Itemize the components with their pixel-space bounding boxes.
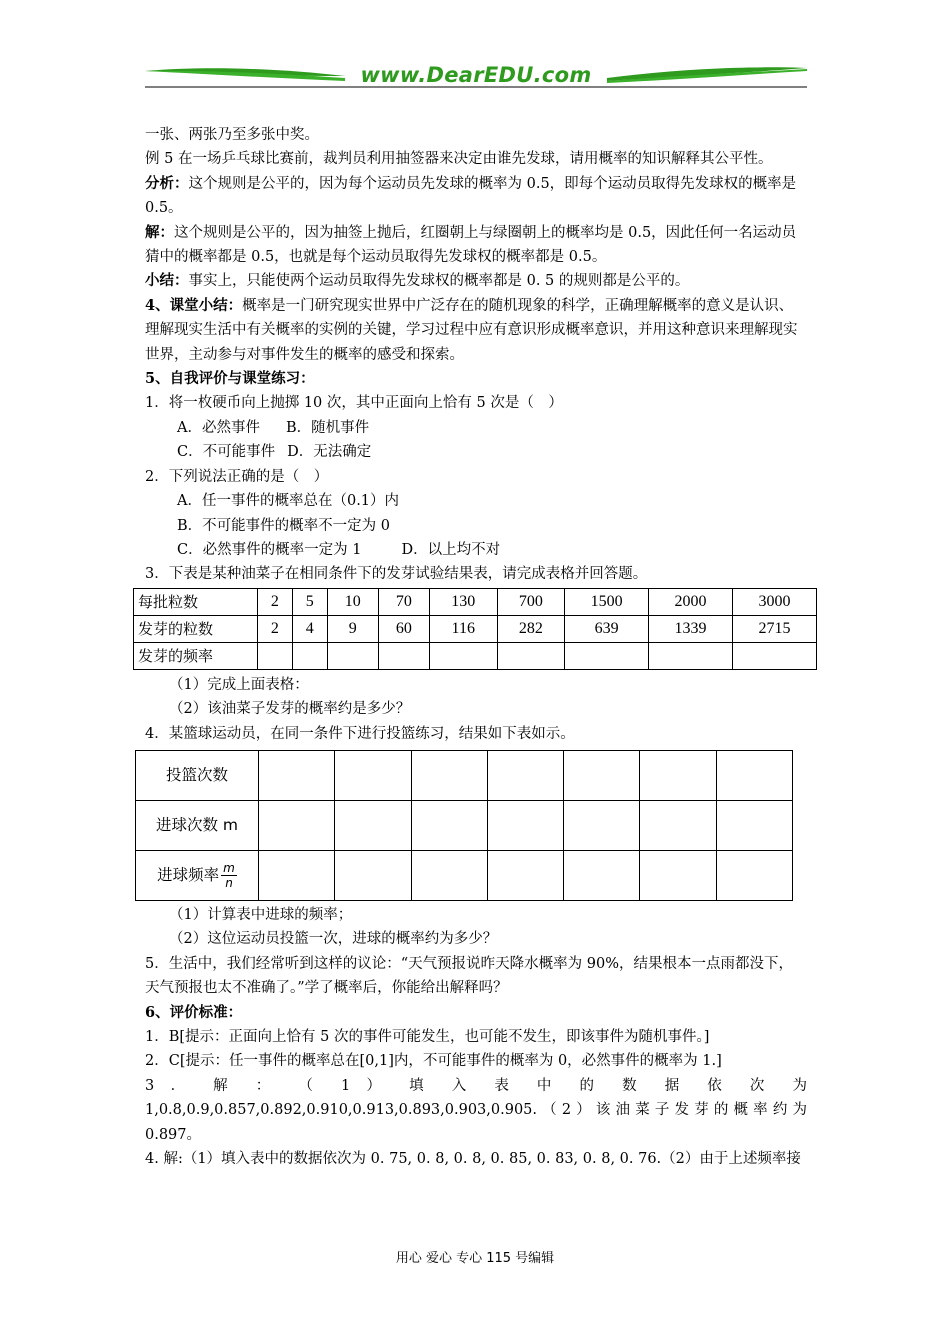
table-cell: 1500	[565, 588, 649, 615]
table-cell	[259, 800, 335, 850]
answer-3-line-1: 3 ． 解 ： （ 1 ） 填 入 表 中 的 数 据 依 次 为	[145, 1077, 807, 1094]
q3-subquestion-1: （1）完成上面表格：	[169, 676, 309, 693]
table-cell: 2715	[732, 615, 816, 642]
analysis-label: 分析：	[145, 174, 189, 192]
table-cell	[259, 750, 335, 800]
q2-options-row	[145, 538, 807, 562]
table-cell: 进球次数 m	[136, 800, 259, 850]
table-cell: 60	[378, 615, 429, 642]
solution-label: 解：	[145, 223, 174, 241]
q2-option-c: C．必然事件的概率一定为 1	[177, 541, 362, 558]
table-row	[134, 615, 817, 642]
table-cell	[487, 850, 563, 900]
table-cell: 2	[258, 615, 293, 642]
q1-options-row2	[145, 440, 807, 464]
table-cell: 639	[565, 615, 649, 642]
answer-3-line-2: 1,0.8,0.9,0.857,0.892,0.910,0.913,0.893,0.903,0.905.（2）该油菜子发芽的概率约为	[145, 1102, 807, 1119]
table-cell: 130	[429, 588, 497, 615]
question-1: 1．将一枚硬币向上抛掷 10 次，其中正面向上恰有 5 次是（ ）	[145, 395, 563, 412]
text-line: 一张、两张乃至多张中奖。	[145, 127, 319, 143]
solution-text: 这个规则是公平的，因为抽签上抛后，红圈朝上与绿圈朝上的概率均是 0.5，因此任何一名运动员猜中的概率都是 0.5，也就是每个运动员取得先发球权的概率都是 0.5。	[145, 224, 797, 266]
table-cell	[716, 800, 792, 850]
example-5: 例 5 在一场乒乓球比赛前，裁判员利用抽签器来决定由谁先发球，请用概率的知识解释其公平性。	[145, 151, 773, 168]
section-6-heading: 6、评价标准：	[145, 1003, 243, 1021]
table-cell	[564, 800, 640, 850]
page-footer: 用心 爱心 专心 115 号编辑	[395, 1251, 555, 1266]
table-cell	[487, 800, 563, 850]
fraction-denominator: n	[225, 875, 233, 890]
table-cell: 1339	[649, 615, 733, 642]
summary-label: 小结：	[145, 272, 189, 290]
table-cell: 发芽的粒数	[134, 615, 258, 642]
class-summary-paragraph	[145, 294, 807, 367]
table-cell: 2000	[649, 588, 733, 615]
q2-option-b: B．不可能事件的概率不一定为 0	[177, 517, 390, 534]
table-row	[136, 850, 793, 900]
table-row	[136, 750, 793, 800]
table-row	[134, 588, 817, 615]
table-cell	[640, 800, 716, 850]
question-5: 5．生活中，我们经常听到这样的议论：“天气预报说昨天降水概率为 90%，结果根本一点雨都没下，天气预报也太不准确了。”学了概率后，你能给出解释吗？	[145, 955, 793, 997]
table-cell	[564, 750, 640, 800]
fraction-numerator: m	[223, 860, 235, 875]
table-cell	[640, 750, 716, 800]
table-cell	[497, 642, 565, 669]
q1-option-c: C．不可能事件	[177, 444, 276, 461]
table-cell	[564, 850, 640, 900]
table-row	[134, 642, 817, 669]
table-cell: 4	[292, 615, 327, 642]
table-cell	[411, 800, 487, 850]
table-cell	[335, 850, 411, 900]
table-cell	[411, 850, 487, 900]
analysis-paragraph	[145, 172, 807, 221]
table-cell	[335, 750, 411, 800]
table-cell	[649, 642, 733, 669]
table-cell	[136, 850, 259, 900]
answer-3-line-3: 0.897。	[145, 1126, 202, 1143]
table-cell	[411, 750, 487, 800]
class-summary-label: 4、课堂小结：	[145, 296, 243, 314]
document-body	[138, 123, 807, 1171]
table-cell: 5	[292, 588, 327, 615]
table-cell	[258, 642, 293, 669]
question-2: 2．下列说法正确的是（ ）	[145, 468, 329, 485]
basketball-table	[135, 750, 793, 901]
q1-option-d: D．无法确定	[287, 444, 372, 461]
site-logo-text: www.DearEDU.com	[360, 63, 592, 87]
table-cell: 9	[327, 615, 378, 642]
table-cell: 70	[378, 588, 429, 615]
q1-options-row1	[145, 416, 807, 440]
table-cell: 2	[258, 588, 293, 615]
answer-2: 2．C[提示：任一事件的概率总在[0,1]内，不可能事件的概率为 0，必然事件的概率为 1.]	[145, 1053, 722, 1070]
table-cell: 投篮次数	[136, 750, 259, 800]
question-4: 4．某篮球运动员，在同一条件下进行投篮练习，结果如下表如示。	[145, 725, 575, 742]
class-summary-text: 概率是一门研究现实世界中广泛存在的随机现象的科学，正确理解概率的意义是认识、理解现实生活中有关概率的实例的关键，学习过程中应有意识形成概率意识，并用这种意识来理解现实世界，主动参与对事件发生的概率的感受和探索。	[145, 297, 798, 363]
table-cell	[327, 642, 378, 669]
table-cell: 发芽的频率	[134, 642, 258, 669]
table-row	[136, 800, 793, 850]
table-cell: 10	[327, 588, 378, 615]
answer-4: 4. 解:（1）填入表中的数据依次为 0. 75, 0. 8, 0. 8, 0. 85, 0. 83, 0. 8, 0. 76.（2）由于上述频率接	[145, 1151, 801, 1167]
section-5-heading: 5、自我评价与课堂练习：	[145, 370, 315, 388]
table-cell	[640, 850, 716, 900]
fraction-m-over-n	[221, 861, 237, 890]
table-cell	[429, 642, 497, 669]
table-cell	[259, 850, 335, 900]
table-cell	[732, 642, 816, 669]
table-cell	[292, 642, 327, 669]
table-cell	[487, 750, 563, 800]
table-cell	[378, 642, 429, 669]
analysis-text: 这个规则是公平的，因为每个运动员先发球的概率为 0.5，即每个运动员取得先发球权的概率是 0.5。	[145, 175, 797, 217]
page-header	[145, 60, 807, 94]
germination-table	[133, 588, 817, 670]
q3-subquestion-2: （2）该油菜子发芽的概率约是多少？	[169, 701, 411, 718]
table-cell: 700	[497, 588, 565, 615]
table-cell: 116	[429, 615, 497, 642]
q1-option-b: B．随机事件	[285, 419, 370, 436]
table-cell: 3000	[732, 588, 816, 615]
summary-text: 事实上，只能使两个运动员取得先发球权的概率都是 0. 5 的规则都是公平的。	[188, 273, 690, 290]
table-cell: 每批粒数	[134, 588, 258, 615]
q1-option-a: A．必然事件	[177, 419, 260, 436]
q4-subquestion-2: （2）这位运动员投篮一次，进球的概率约为多少？	[169, 931, 498, 948]
answer-1: 1．B[提示：正面向上恰有 5 次的事件可能发生，也可能不发生，即该事件为随机事件。]	[145, 1028, 710, 1045]
q4-subquestion-1: （1）计算表中进球的频率；	[169, 906, 353, 923]
table-cell: 282	[497, 615, 565, 642]
solution-paragraph	[145, 221, 807, 270]
summary-paragraph	[145, 269, 807, 293]
frequency-label: 进球频率	[157, 865, 220, 884]
table-cell	[335, 800, 411, 850]
table-cell	[565, 642, 649, 669]
q2-option-d: D．以上均不对	[401, 541, 501, 558]
q2-option-a: A．任一事件的概率总在（0.1）内	[177, 493, 400, 510]
table-cell	[716, 750, 792, 800]
question-3: 3．下表是某种油菜子在相同条件下的发芽试验结果表，请完成表格并回答题。	[145, 566, 648, 583]
table-cell	[716, 850, 792, 900]
